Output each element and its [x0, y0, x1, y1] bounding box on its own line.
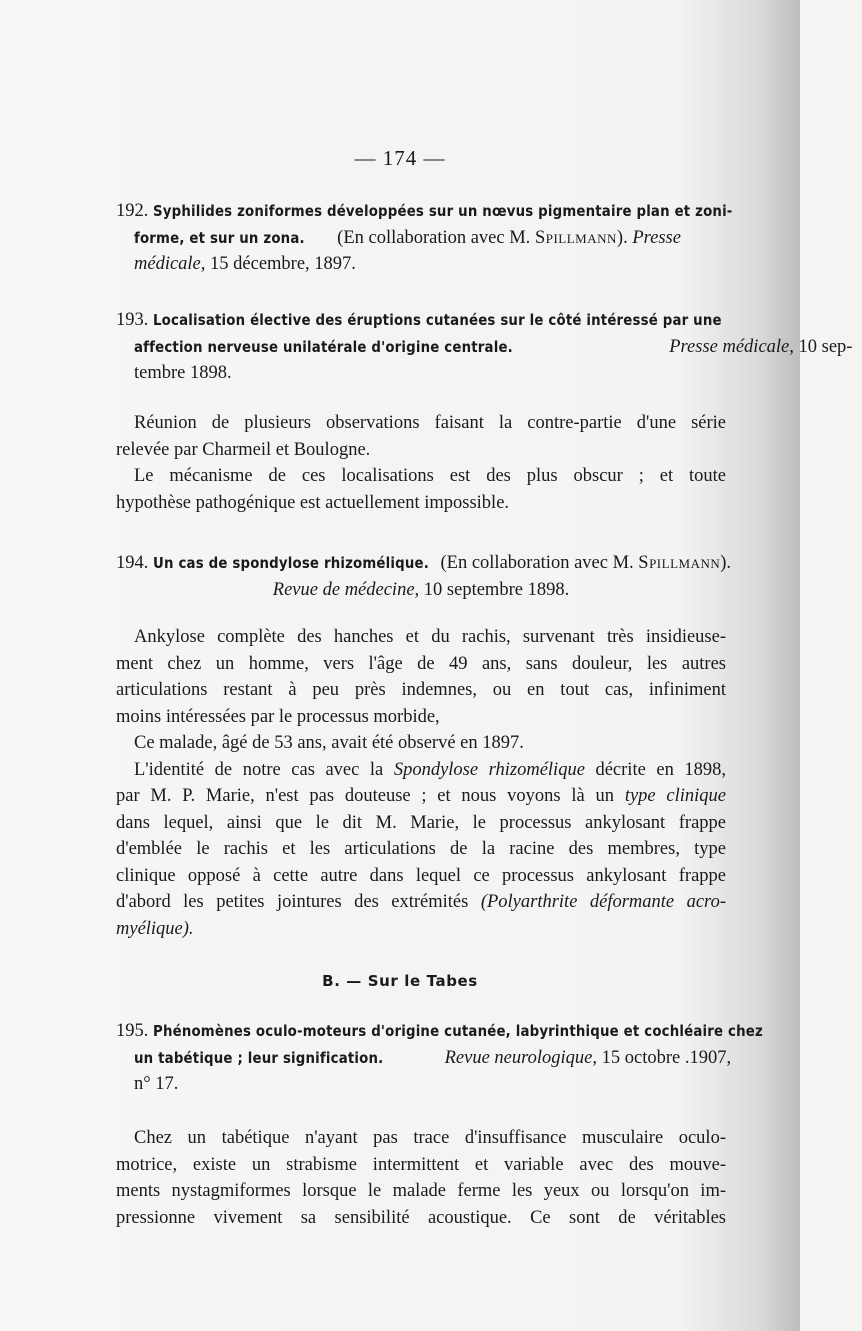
summary-line: pressionne vivement sa sensibilité acoustique. Ce sont de véritables — [116, 1207, 726, 1228]
entry-193-title-cont: affection nerveuse unilatérale d'origine centrale. — [134, 337, 513, 356]
entry-194-number: 194. — [116, 553, 149, 573]
entry-193-line-1 — [116, 307, 726, 334]
entry-192-line-3 — [116, 251, 726, 278]
entry-195-journal: Revue neurologique, — [444, 1047, 598, 1068]
entry-195-title-cont: un tabétique ; leur signification. — [134, 1048, 384, 1067]
entry-192-title-cont: forme, et sur un zona. — [134, 228, 305, 247]
page-number: — 174 — — [354, 146, 446, 170]
entry-195-number: 195. — [116, 1021, 149, 1041]
entry-192-collab-end: ). — [616, 227, 628, 248]
entry-193-summary — [116, 410, 726, 516]
entry-195-line-2 — [116, 1045, 732, 1072]
entry-194-author: Spillmann — [638, 553, 721, 573]
summary-italic: (Polyarthrite déformante acro- — [480, 892, 726, 912]
summary-line: Ankylose complète des hanches et du rachis, survenant très insidieuse- — [134, 627, 726, 647]
summary-line: ment chez un homme, vers l'âge de 49 ans, sans douleur, les autres — [116, 653, 726, 674]
summary-text: décrite en 1898, — [595, 759, 726, 780]
entry-192-journal-b: médicale, — [134, 254, 206, 274]
entry-194-journal: Revue de médecine, — [272, 579, 420, 600]
entry-193-number: 193. — [116, 310, 149, 330]
entry-192-line-1 — [116, 198, 733, 225]
entry-194-collab-end: ). — [720, 553, 732, 573]
summary-line: hypothèse pathogénique est actuellement impossible. — [116, 492, 510, 513]
entry-194-title: Un cas de spondylose rhizomélique. — [153, 554, 429, 572]
entry-195-line-3: n° 17. — [134, 1074, 179, 1094]
summary-line: articulations restant à peu près indemnes, ou en tout cas, infiniment — [116, 680, 726, 700]
entry-193-date-b: tembre 1898. — [134, 363, 232, 383]
entry-192-line-2 — [116, 225, 726, 252]
summary-line — [116, 783, 726, 810]
summary-line: ments nystagmiformes lorsque le malade ferme les yeux ou lorsqu'on im- — [116, 1181, 726, 1201]
summary-text: d'abord les petites jointures des extrémités — [116, 892, 469, 912]
entry-194-summary — [116, 624, 726, 942]
summary-line: Le mécanisme de ces localisations est des plus obscur ; et toute — [134, 466, 726, 486]
entry-194 — [116, 550, 732, 603]
entry-192-date: 15 décembre, 1897. — [210, 254, 356, 274]
summary-text: L'identité de notre cas avec la — [134, 759, 384, 780]
summary-line: myélique). — [116, 918, 194, 939]
entry-193-journal: Presse médicale, — [669, 336, 794, 357]
entry-194-date: 10 septembre 1898. — [423, 579, 570, 600]
section-heading: B. — Sur le Tabes — [322, 972, 478, 990]
summary-line — [116, 757, 726, 784]
summary-line: moins intéressées par le processus morbide, — [116, 706, 440, 727]
entry-194-line-1 — [116, 550, 732, 577]
entry-193-line-3 — [116, 360, 726, 387]
entry-193 — [116, 307, 853, 387]
summary-line: Réunion de plusieurs observations faisant la contre-partie d'une série — [134, 413, 726, 433]
entry-194-line-2 — [116, 577, 726, 604]
summary-italic: type clinique — [624, 786, 726, 806]
summary-line: relevée par Charmeil et Boulogne. — [116, 439, 371, 460]
summary-italic: Spondylose rhizomélique — [393, 759, 585, 780]
entry-193-title: Localisation élective des éruptions cutanées sur le côté intéressé par une — [153, 311, 722, 329]
entry-195-date: 15 octobre .1907, — [601, 1047, 732, 1068]
entry-194-collab: (En collaboration avec M. — [440, 553, 634, 573]
entry-195 — [116, 1018, 763, 1098]
summary-text: par M. P. Marie, n'est pas douteuse ; et nous voyons là un — [116, 786, 615, 806]
entry-195-title: Phénomènes oculo-moteurs d'origine cutanée, labyrinthique et cochléaire chez — [153, 1022, 763, 1040]
summary-line: dans lequel, ainsi que le dit M. Marie, le processus ankylosant frappe — [116, 812, 726, 833]
summary-line: d'emblée le rachis et les articulations de la racine des membres, type — [116, 839, 726, 859]
entry-193-date-a: 10 sep- — [798, 336, 853, 357]
entry-192-collab: (En collaboration avec M. — [337, 227, 531, 248]
summary-line: Chez un tabétique n'ayant pas trace d'insuffisance musculaire oculo- — [134, 1128, 726, 1148]
entry-192-author: Spillmann — [534, 227, 617, 248]
summary-line: motrice, existe un strabisme intermittent et variable avec des mouve- — [116, 1154, 726, 1175]
entry-192-number: 192. — [116, 201, 149, 221]
entry-195-summary — [116, 1125, 726, 1231]
summary-line: Ce malade, âgé de 53 ans, avait été observé en 1897. — [134, 733, 524, 753]
entry-192-title: Syphilides zoniformes développées sur un nœvus pigmentaire plan et zoni- — [153, 202, 733, 220]
entry-193-line-2 — [116, 334, 853, 361]
summary-line — [116, 889, 726, 916]
summary-line: clinique opposé à cette autre dans lequel ce processus ankylosant frappe — [116, 865, 726, 886]
entry-195-line-1 — [116, 1018, 763, 1045]
entry-192-journal-a: Presse — [632, 227, 681, 248]
entry-192 — [116, 198, 733, 278]
